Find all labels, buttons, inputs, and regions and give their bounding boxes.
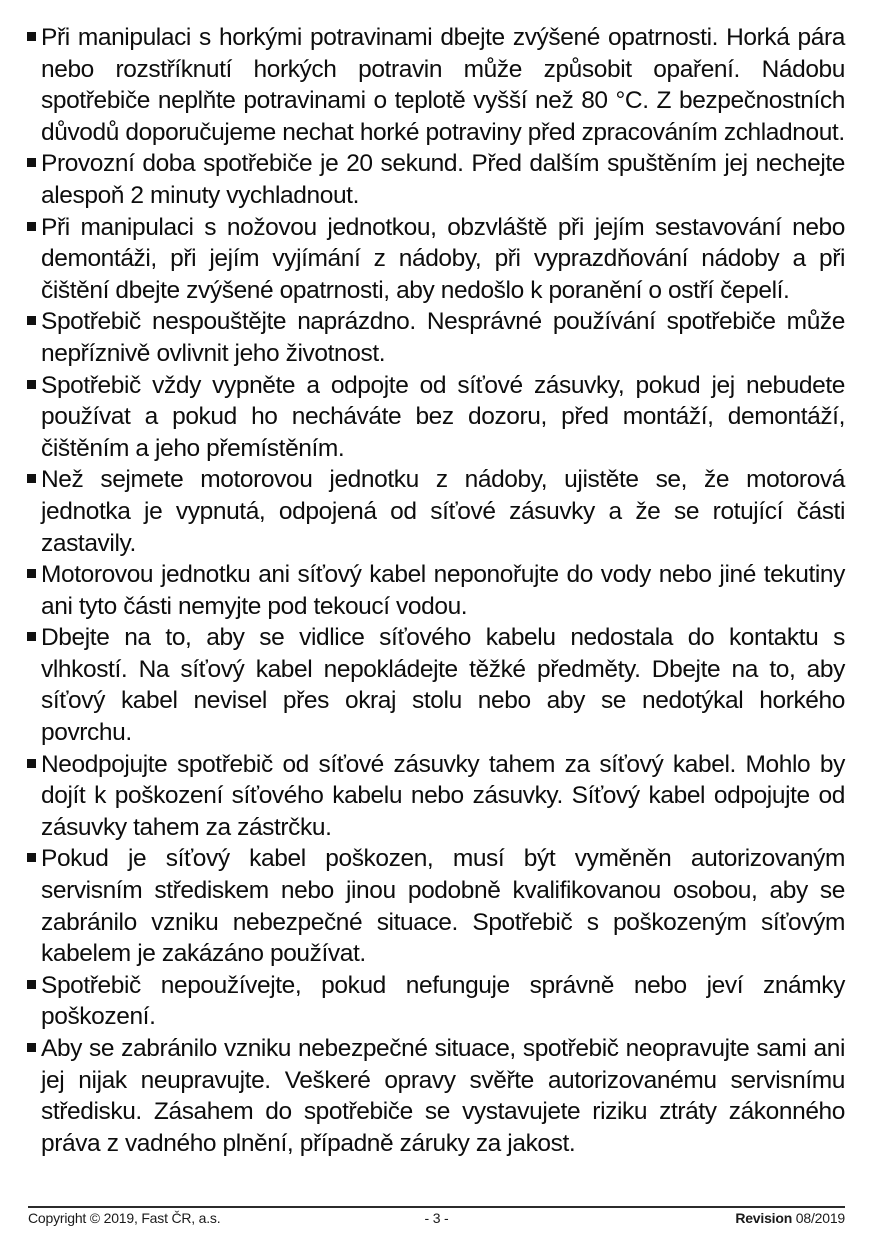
safety-instruction-item (27, 622, 845, 748)
bullet-square-icon (27, 632, 36, 641)
safety-instruction-text: Spotřebič nespouštějte naprázdno. Nesprávné používání spotřebiče může nepříznivě ovlivnit jeho životnost. (41, 308, 845, 367)
bullet-square-icon (27, 980, 36, 989)
revision-label: Revision (735, 1210, 793, 1226)
page-number: - 3 - (424, 1210, 449, 1226)
safety-instruction-item (27, 1033, 845, 1159)
revision-text (735, 1210, 845, 1226)
copyright-text: Copyright © 2019, Fast ČR, a.s. (28, 1210, 221, 1226)
safety-instruction-item (27, 749, 845, 844)
safety-instruction-text: Spotřebič nepoužívejte, pokud nefunguje správně nebo jeví známky poškození. (41, 971, 845, 1031)
safety-instruction-text: Než sejmete motorovou jednotku z nádoby, ujistěte se, že motorová jednotka je vypnutá, odpojená od síťové zásuvky a že se rotující části zastavily. (41, 466, 845, 557)
bullet-square-icon (27, 222, 36, 231)
safety-instruction-item (27, 148, 845, 211)
safety-instruction-item (27, 370, 845, 465)
safety-instruction-text: Provozní doba spotřebiče je 20 sekund. Před dalším spuštěním jej nechejte alespoň 2 minuty vychladnout. (41, 150, 845, 209)
safety-instruction-text: Při manipulaci s horkými potravinami dbejte zvýšené opatrnosti. Horká pára nebo rozstříknutí horkých potravin může způsobit opaření. Nádobu spotřebiče neplňte potravinami o teplotě vyšší než 80 °C. Z bezpečnostních důvodů doporučujeme nechat horké potraviny před zpracováním zchladnout. (41, 24, 845, 146)
safety-instruction-item (27, 559, 845, 622)
safety-instruction-item (27, 306, 845, 369)
safety-instruction-item (27, 212, 845, 307)
safety-instruction-item (27, 22, 845, 148)
safety-instruction-text: Aby se zabránilo vzniku nebezpečné situace, spotřebič neopravujte sami ani jej nijak neupravujte. Veškeré opravy svěřte autorizovanému servisnímu středisku. Zásahem do spotřebiče se vystavujete riziku ztráty zákonného práva z vadného plnění, případně záruky za jakost. (41, 1035, 845, 1157)
bullet-square-icon (27, 759, 36, 768)
bullet-square-icon (27, 1043, 36, 1052)
footer-row (28, 1210, 845, 1230)
page-footer (0, 1206, 874, 1240)
safety-instruction-text: Pokud je síťový kabel poškozen, musí být vyměněn autorizovaným servisním střediskem nebo jinou podobně kvalifikovanou osobou, aby se zabránilo vzniku nebezpečné situace. Spotřebič s poškozeným síťovým kabelem je zakázáno používat. (41, 845, 845, 968)
bullet-square-icon (27, 853, 36, 862)
safety-instruction-text: Spotřebič vždy vypněte a odpojte od síťové zásuvky, pokud jej nebudete používat a pokud ho necháváte bez dozoru, před montáží, demontáží, čištěním a jeho přemístěním. (41, 371, 845, 462)
revision-value: 08/2019 (795, 1210, 845, 1226)
footer-divider (28, 1206, 845, 1208)
bullet-square-icon (27, 316, 36, 325)
safety-instruction-text: Neodpojujte spotřebič od síťové zásuvky tahem za síťový kabel. Mohlo by dojít k poškození síťového kabelu nebo zásuvky. Síťový kabel odpojujte od zásuvky tahem za zástrčku. (41, 750, 845, 841)
bullet-square-icon (27, 32, 36, 41)
safety-instruction-text: Dbejte na to, aby se vidlice síťového kabelu nedostala do kontaktu s vlhkostí. Na síťový kabel nepokládejte těžké předměty. Dbejte na to, aby síťový kabel nevisel přes okraj stolu nebo aby se nedotýkal horkého povrchu. (41, 624, 845, 747)
bullet-square-icon (27, 158, 36, 167)
safety-instruction-item (27, 464, 845, 559)
bullet-square-icon (27, 569, 36, 578)
bullet-square-icon (27, 474, 36, 483)
safety-instruction-text: Při manipulaci s nožovou jednotkou, obzvláště při jejím sestavování nebo demontáži, při jejím vyjímání z nádoby, při vyprazdňování nádoby a při čištění dbejte zvýšené opatrnosti, aby nedošlo k poranění o ostří čepelí. (41, 213, 845, 304)
safety-instruction-item (27, 843, 845, 969)
safety-instruction-item (27, 970, 845, 1033)
safety-instruction-text: Motorovou jednotku ani síťový kabel neponořujte do vody nebo jiné tekutiny ani tyto části nemyjte pod tekoucí vodou. (41, 561, 845, 620)
bullet-square-icon (27, 380, 36, 389)
